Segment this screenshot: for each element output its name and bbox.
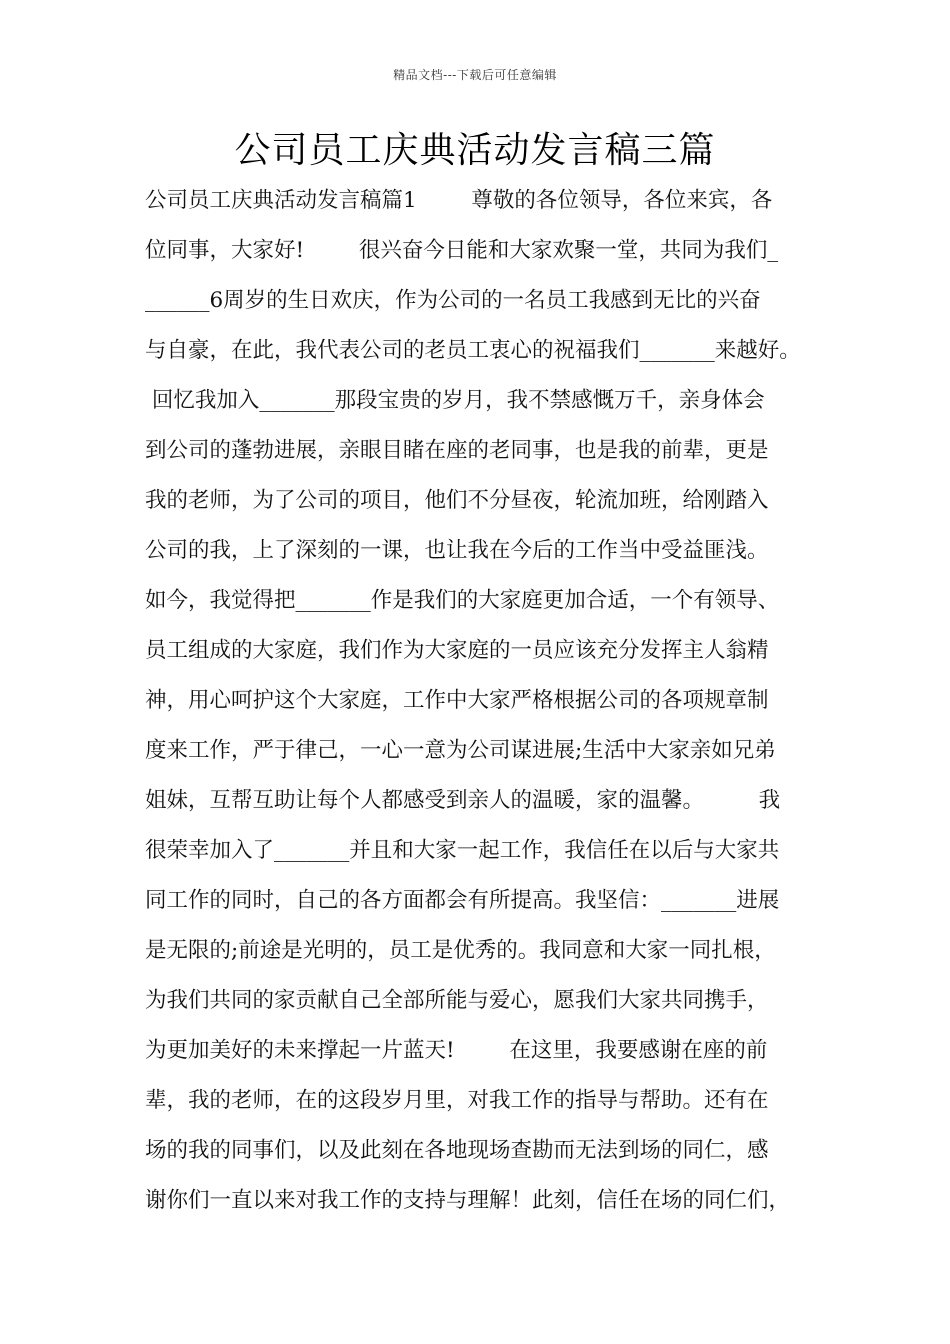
body-line: 位同事，大家好! 很兴奋今日能和大家欢聚一堂，共同为我们_ xyxy=(145,238,779,263)
body-line: 为更加美好的未来撑起一片蓝天! 在这里，我要感谢在座的前 xyxy=(145,1038,768,1063)
body-line: 我的老师，为了公司的项目，他们不分昼夜，轮流加班，给刚踏入 xyxy=(145,488,769,513)
body-line: 到公司的蓬勃进展，亲眼目睹在座的老同事，也是我的前辈，更是 xyxy=(145,438,769,463)
body-line: ______6周岁的生日欢庆，作为公司的一名员工我感到无比的兴奋 xyxy=(145,288,761,313)
body-line: 同工作的同时，自己的各方面都会有所提高。我坚信：_______进展 xyxy=(145,888,780,913)
body-line: 为我们共同的家贡献自己全部所能与爱心，愿我们大家共同携手， xyxy=(145,988,769,1013)
body-line: 回忆我加入_______那段宝贵的岁月，我不禁感慨万千，亲身体会 xyxy=(145,388,765,413)
body-line: 如今，我觉得把_______作是我们的大家庭更加合适，一个有领导、 xyxy=(145,588,780,613)
body-line: 谢你们一直以来对我工作的支持与理解！此刻，信任在场的同仁们， xyxy=(145,1188,791,1213)
body-line: 场的我的同事们，以及此刻在各地现场查勘而无法到场的同仁，感 xyxy=(145,1138,769,1163)
body-line: 辈，我的老师，在的这段岁月里，对我工作的指导与帮助。还有在 xyxy=(145,1088,769,1113)
body-line: 员工组成的大家庭，我们作为大家庭的一员应该充分发挥主人翁精 xyxy=(145,638,769,663)
body-line: 与自豪，在此，我代表公司的老员工衷心的祝福我们_______来越好。 xyxy=(145,338,801,363)
body-text xyxy=(145,176,825,1226)
header-note: 精品文档---下载后可任意编辑 xyxy=(393,68,557,82)
body-line: 很荣幸加入了_______并且和大家一起工作，我信任在以后与大家共 xyxy=(145,838,780,863)
body-line: 公司的我，上了深刻的一课，也让我在今后的工作当中受益匪浅。 xyxy=(145,538,769,563)
body-line: 是无限的;前途是光明的，员工是优秀的。我同意和大家一同扎根， xyxy=(145,938,776,963)
body-line: 神，用心呵护这个大家庭，工作中大家严格根据公司的各项规章制 xyxy=(145,688,769,713)
body-line: 公司员工庆典活动发言稿篇1 尊敬的各位领导，各位来宾，各 xyxy=(145,188,773,213)
body-line: 度来工作，严于律己，一心一意为公司谋进展;生活中大家亲如兄弟 xyxy=(145,738,776,763)
body-line: 姐妹，互帮互助让每个人都感受到亲人的温暖，家的温馨。 我 xyxy=(145,788,781,813)
document-title: 公司员工庆典活动发言稿三篇 xyxy=(234,130,716,171)
